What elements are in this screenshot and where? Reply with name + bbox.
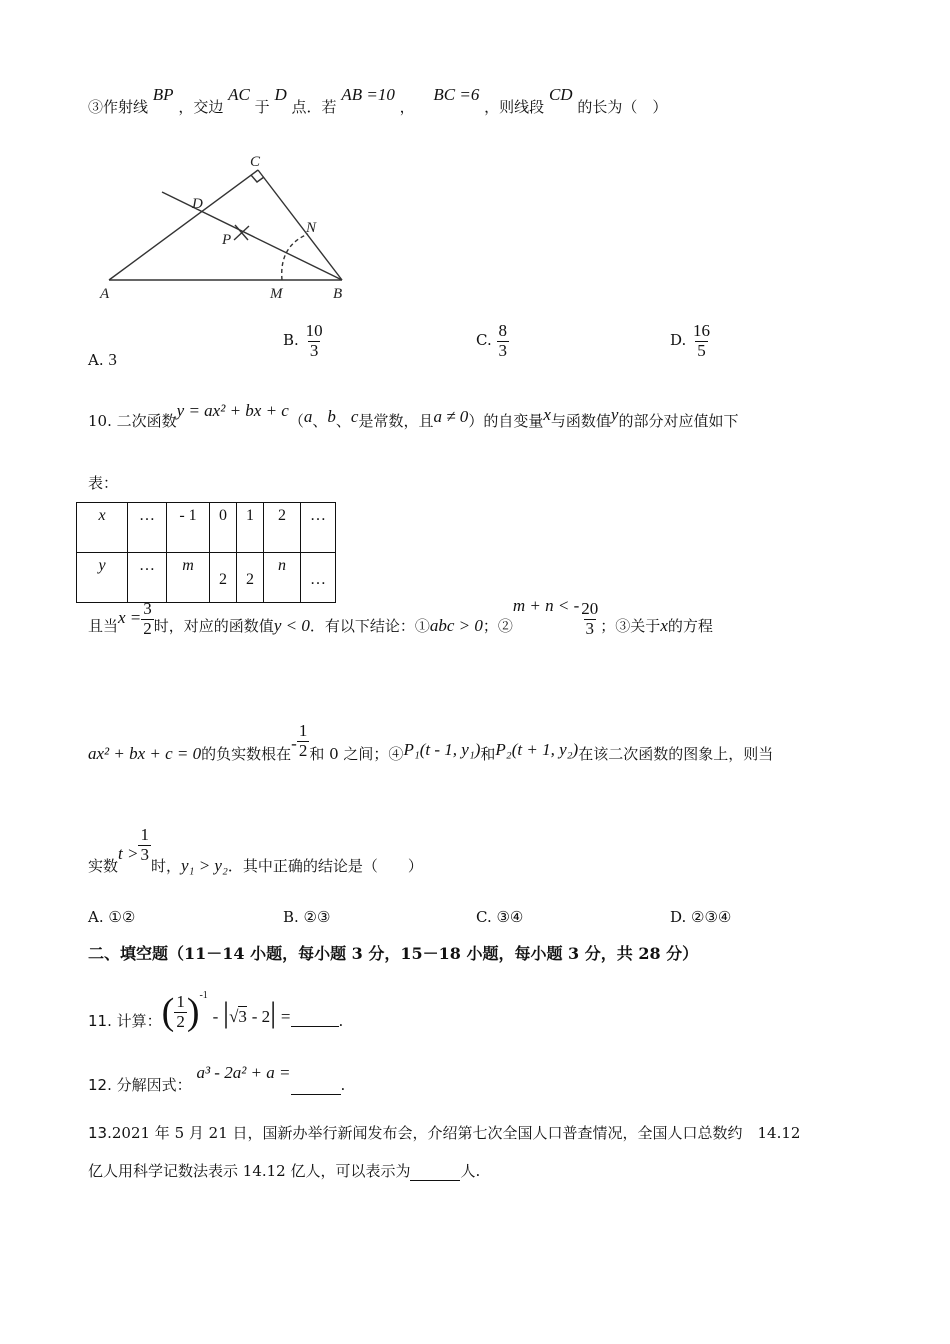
q10-text: ．有以下结论：① [309,617,430,636]
q10-line1 [88,596,713,650]
fraction-3-2: $\frac{3}{2}$ [143,599,152,638]
step-text: 的长为（ ） [577,98,668,116]
exponent: -1 [199,990,208,1001]
table-row-x [77,503,336,553]
minus-sign: - [212,1007,219,1026]
q10-option-c[interactable]: C. ③④ [476,908,524,926]
paren-right: ) [186,991,200,1033]
q10-text: 的部分对应值如下 [618,412,739,430]
q9-option-d[interactable] [670,322,712,360]
answer-blank[interactable] [291,1008,339,1027]
q10-text: 二次函数 [116,412,177,430]
label-a: A [100,286,110,302]
q10-intro [88,401,739,431]
table-cell: n [264,553,301,603]
q10-line3 [88,826,423,876]
mn-conclusion: m + n < - [512,596,580,616]
coef-c: c [350,407,359,426]
q9-option-c[interactable] [476,322,509,360]
q13-line2 [88,1160,480,1181]
q10-text: 的负实数根在 [201,745,292,764]
x-eq: x = [118,608,142,628]
table-cell: 1 [237,503,264,553]
q10-text: ；② [482,617,513,636]
t-gt: t > [118,844,139,864]
label-n: N [306,220,317,236]
step-text: ， [399,98,415,116]
step-text: ，交边 [178,98,224,116]
q11-label: 计算： [116,1012,162,1030]
sqrt-icon: √3 [229,1007,247,1026]
value-table [76,502,336,603]
y1-gt-y2: y₁ > y₂ [180,856,228,876]
bc-value: BC =6 [433,85,480,104]
question-number: 10. [88,412,112,430]
answer-blank[interactable] [410,1162,460,1181]
side-ac: AC [228,85,250,104]
answer-blank[interactable] [291,1076,341,1095]
label-m: M [270,286,283,302]
table-cell: m [167,553,210,603]
q10-text: 在该二次函数的图象上，则当 [578,745,774,764]
label-d: D [192,196,203,212]
q10-text: 和 0 之间；④ [309,745,404,764]
step-text: ，则线段 [484,98,545,116]
side-bc-line [258,170,342,280]
q9-option-a[interactable] [88,350,117,370]
table-cell: y [77,553,128,603]
abs-bar-right: | [270,996,277,1029]
q10-text: 且当 [88,617,119,636]
q10-line2 [88,712,773,762]
step-text: 于 [254,98,270,116]
table-cell: 2 [237,553,264,603]
condition-a: a ≠ 0 [433,407,469,426]
q10-option-a[interactable]: A. ①② [88,908,136,926]
table-row-y [77,553,336,603]
sqrt-value: 3 [238,1007,247,1026]
coef-b: b [327,407,336,426]
var-y: y [610,405,619,424]
period: . [338,1012,344,1030]
table-cell: 2 [210,553,237,603]
label-b: B [333,286,343,302]
q11 [88,982,343,1032]
point-p2: P₂(t + 1, y₂) [495,740,579,760]
q10-text: ．其中正确的结论是（ ） [227,857,423,876]
segment-cd: CD [548,85,573,104]
label-c: C [250,154,261,170]
minus-two: - 2 [251,1007,271,1026]
minus-sign: - [291,734,297,754]
q10-option-b[interactable]: B. ②③ [283,908,331,926]
abs-bar-left: | [223,996,230,1029]
option-letter: C. [476,331,492,350]
table-cell: 0 [210,503,237,553]
q12 [88,1062,345,1098]
table-cell: … [128,553,167,603]
y-lt-zero: y < 0 [273,616,310,636]
var-x: x [660,616,668,636]
q13-text: 人. [460,1162,481,1180]
q10-text: 是常数，且 [358,412,434,430]
question-number: 11. [88,1012,112,1030]
option-letter: A. [88,351,104,369]
ray-bp-line [162,192,342,280]
table-cell: - 1 [167,503,210,553]
option-letter: D. [670,331,687,350]
triangle-figure [96,148,376,308]
option-fraction: $\frac{16}{5}$ [693,321,711,360]
option-fraction: $\frac{8}{3}$ [498,321,507,360]
q10-text: 时， [150,857,181,876]
table-cell: 2 [264,503,301,553]
factor-expression: a³ - 2a² + a = [196,1063,291,1082]
equals-sign: = [280,1007,291,1026]
option-fraction: $\frac{10}{3}$ [305,321,323,360]
quadratic-equation: ax² + bx + c = 0 [88,744,202,764]
q13-line1 [88,1122,800,1143]
section-title: 二、填空题（11－14 小题，每小题 3 分，15－18 小题，每小题 3 分，共 28 分） [88,944,699,963]
fraction-1-2: $\frac{1}{2}$ [176,991,185,1031]
label-p: P [222,232,232,248]
period: . [340,1076,346,1094]
ab-value: AB =10 [341,85,395,104]
paren-left: ( [161,991,175,1033]
q9-step-line [88,84,667,124]
option-letter: B. [283,331,299,350]
fraction-1-3: $\frac{1}{3}$ [140,825,149,864]
point-d: D [274,85,287,104]
option-value: 3 [108,350,117,369]
table-cell: … [301,503,336,553]
fraction-1-2: $\frac{1}{2}$ [298,721,308,760]
q10-intro-end: 表： [88,474,119,492]
ray-bp: BP [152,85,174,104]
question-number: 12. [88,1076,112,1094]
q10-text: 实数 [88,857,119,876]
q12-label: 分解因式： [116,1076,192,1094]
q10-text: 、 [312,412,328,430]
q10-text: （ [288,412,304,430]
quadratic-function: y = ax² + bx + c [176,401,289,420]
table-cell: … [301,553,336,603]
q13-text: 亿人用科学记数法表示 14.12 亿人，可以表示为 [88,1162,411,1180]
coef-a: a [303,407,313,426]
q10-text: 、 [335,412,351,430]
q10-text: ；③关于 [600,617,661,636]
q10-text: 与函数值 [550,412,611,430]
q13-text: 2021 年 5 月 21 日，国新办举行新闻发布会，介绍第七次全国人口普查情况，全国人口总数约 14.12 [111,1124,801,1142]
fraction-20-3: $\frac{20}{3}$ [581,599,599,638]
table-cell: x [77,503,128,553]
point-p1: P₁(t - 1, y₁) [403,740,481,760]
var-x: x [543,405,551,424]
step-text: 点．若 [291,98,337,116]
q9-option-b[interactable] [283,322,325,360]
table-cell: … [128,503,167,553]
q10-option-d[interactable]: D. ②③④ [670,908,732,926]
abc-conclusion: abc > 0 [429,616,483,636]
q10-text: 和 [480,745,496,764]
q10-text: 的方程 [667,617,713,636]
question-number: 13. [88,1124,112,1142]
q10-text: ）的自变量 [468,412,544,430]
q10-text: 时，对应的函数值 [153,617,274,636]
step-text: ③作射线 [88,98,149,116]
